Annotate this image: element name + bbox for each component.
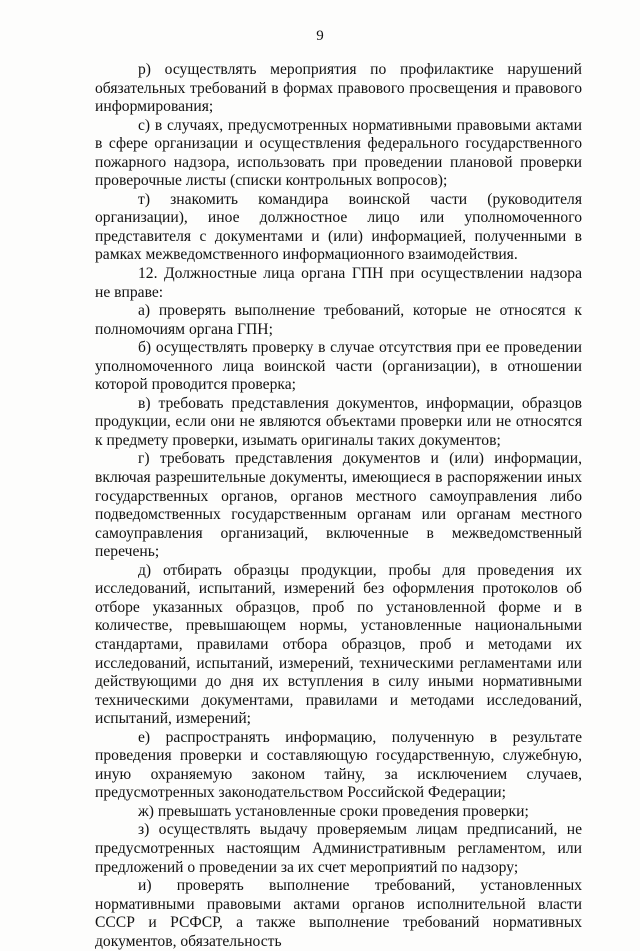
paragraph-e: е) распространять информацию, полученную в результате проведения проверки и составляющую государственную, служебную, иную охраняемую законом тайну, за исключением случаев, предусмотренных законодательством Российской Федерации;: [95, 728, 582, 802]
paragraph-i: и) проверять выполнение требований, установленных нормативными правовыми актами органов исполнительной власти СССР и РСФСР, а также выполнение требований нормативных документов, обязательность: [95, 877, 582, 950]
paragraph-s: с) в случаях, предусмотренных нормативными правовыми актами в сфере организации и осуществления федерального государственного пожарного надзора, использовать при проведении плановой проверки проверочные листы (списки контрольных вопросов);: [95, 116, 582, 190]
paragraph-a: а) проверять выполнение требований, которые не относятся к полномочиям органа ГПН;: [95, 302, 582, 338]
section-12-heading: 12. Должностные лица органа ГПН при осуществлении надзора не вправе:: [95, 265, 582, 301]
document-body: [95, 61, 582, 951]
paragraph-z: з) осуществлять выдачу проверяемым лицам предписаний, не предусмотренных настоящим Административным регламентом, или предложений о проведении за их счет мероприятий по надзору;: [95, 821, 582, 876]
paragraph-b: б) осуществлять проверку в случае отсутствия при ее проведении уполномоченного лица воинской части (организации), в отношении которой проводится проверка;: [95, 339, 582, 394]
paragraph-zh: ж) превышать установленные сроки проведения проверки;: [138, 802, 529, 820]
page-number: 9: [316, 28, 324, 44]
paragraph-v: в) требовать представления документов, информации, образцов продукции, если они не являются объектами проверки или не относятся к предмету проверки, изымать оригиналы таких документов;: [95, 394, 582, 449]
paragraph-t: т) знакомить командира воинской части (руководителя организации), иное должностное лицо или уполномоченного представителя с документами и (или) информацией, полученными в рамках межведомственного информационного взаимодействия.: [95, 190, 582, 264]
paragraph-g: г) требовать представления документов и (или) информации, включая разрешительные документы, имеющиеся в распоряжении иных государственных органов, органов местного самоуправления либо подведомственных государственным органам или органам местного самоуправления организаций, включенные в межведомственный перечень;: [95, 450, 582, 561]
paragraph-d: д) отбирать образцы продукции, пробы для проведения их исследований, испытаний, измерений без оформления протоколов об отборе указанных образцов, проб по установленной форме и в количестве, превышающем нормы, установленные национальными стандартами, правилами отбора образцов, проб и методами их исследований, испытаний, измерений, техническими регламентами или действующими до дня их вступления в силу иными нормативными техническими документами, правилами и методами исследований, испытаний, измерений;: [95, 561, 582, 728]
paragraph-r: р) осуществлять мероприятия по профилактике нарушений обязательных требований в формах правового просвещения и правового информирования;: [95, 61, 582, 116]
